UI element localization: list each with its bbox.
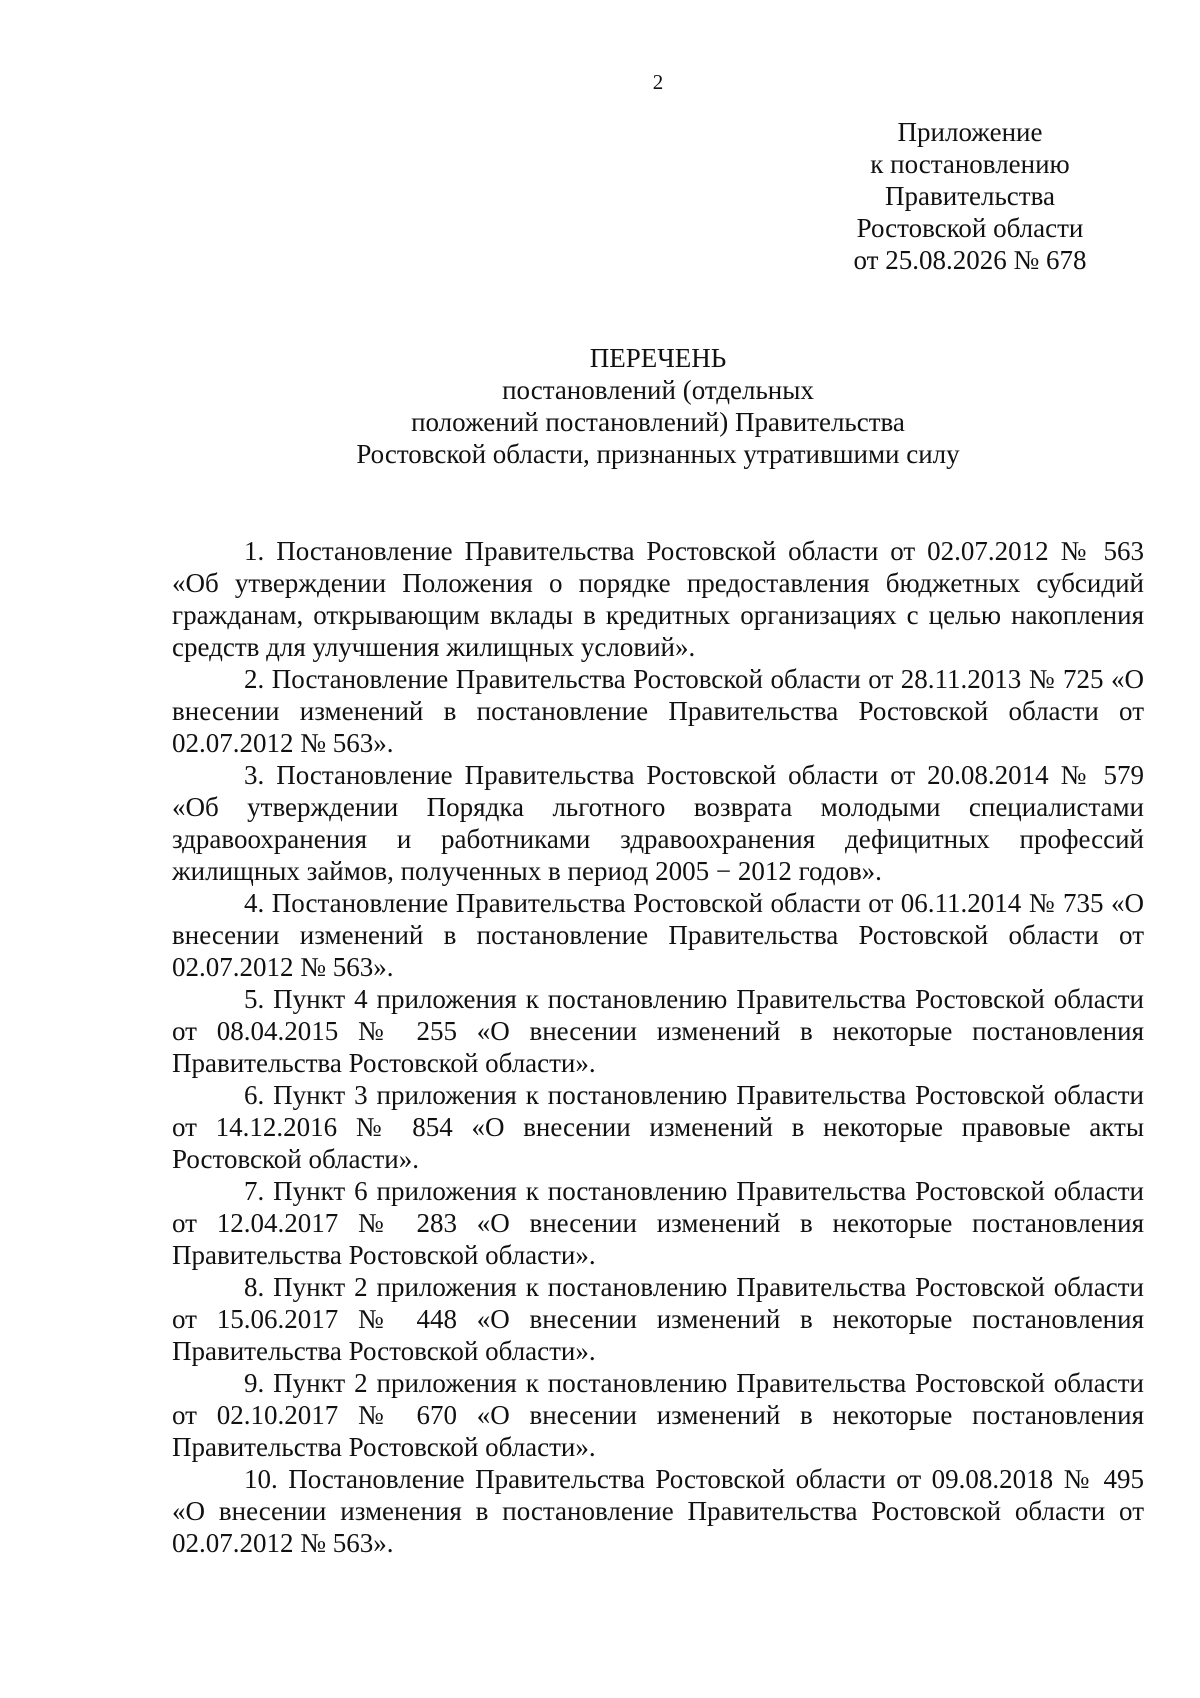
title-heading: ПЕРЕЧЕНЬ bbox=[589, 343, 727, 373]
list-item: 8. Пункт 2 приложения к постановлению Правительства Ростовской области от 15.06.2017 № 448 «О внесении изменений в некоторые постановления Правительства Ростовской области». bbox=[172, 1272, 1144, 1366]
appendix-line: Приложение bbox=[897, 117, 1043, 147]
list-item: 1. Постановление Правительства Ростовской области от 02.07.2012 № 563 «Об утверждении Положения о порядке предоставления бюджетных субсидий гражданам, открывающим вклады в кредитных организациях с целью накопления средств для улучшения жилищных условий». bbox=[172, 536, 1144, 662]
list-item: 4. Постановление Правительства Ростовской области от 06.11.2014 № 735 «О внесении изменений в постановление Правительства Ростовской области от 02.07.2012 № 563». bbox=[172, 888, 1144, 982]
list-item: 10. Постановление Правительства Ростовской области от 09.08.2018 № 495 «О внесении изменения в постановление Правительства Ростовской области от 02.07.2012 № 563». bbox=[172, 1464, 1144, 1558]
list-item: 5. Пункт 4 приложения к постановлению Правительства Ростовской области от 08.04.2015 № 255 «О внесении изменений в некоторые постановления Правительства Ростовской области». bbox=[172, 984, 1144, 1078]
appendix-line: Ростовской области bbox=[856, 213, 1084, 243]
title-line: постановлений (отдельных bbox=[502, 375, 814, 405]
list-item: 6. Пункт 3 приложения к постановлению Правительства Ростовской области от 14.12.2016 № 854 «О внесении изменений в некоторые правовые акты Ростовской области». bbox=[172, 1080, 1144, 1174]
appendix-line: к постановлению bbox=[870, 149, 1070, 179]
title-line: Ростовской области, признанных утратившими силу bbox=[356, 439, 960, 469]
list-item: 7. Пункт 6 приложения к постановлению Правительства Ростовской области от 12.04.2017 № 283 «О внесении изменений в некоторые постановления Правительства Ростовской области». bbox=[172, 1176, 1144, 1270]
appendix-header bbox=[820, 116, 1120, 276]
appendix-line: от 25.08.2026 № 678 bbox=[853, 245, 1087, 275]
document-title bbox=[172, 342, 1144, 470]
list-item: 3. Постановление Правительства Ростовской области от 20.08.2014 № 579 «Об утверждении Порядка льготного возврата молодыми специалистами здравоохранения и работниками здравоохранения дефицитных профессий жилищных займов, полученных в период 2005 − 2012 годов». bbox=[172, 760, 1144, 886]
page-number: 2 bbox=[652, 70, 664, 94]
resolution-list bbox=[172, 535, 1144, 1559]
list-item: 9. Пункт 2 приложения к постановлению Правительства Ростовской области от 02.10.2017 № 670 «О внесении изменений в некоторые постановления Правительства Ростовской области». bbox=[172, 1368, 1144, 1462]
appendix-line: Правительства bbox=[885, 181, 1055, 211]
title-line: положений постановлений) Правительства bbox=[411, 407, 905, 437]
list-item: 2. Постановление Правительства Ростовской области от 28.11.2013 № 725 «О внесении изменений в постановление Правительства Ростовской области от 02.07.2012 № 563». bbox=[172, 664, 1144, 758]
